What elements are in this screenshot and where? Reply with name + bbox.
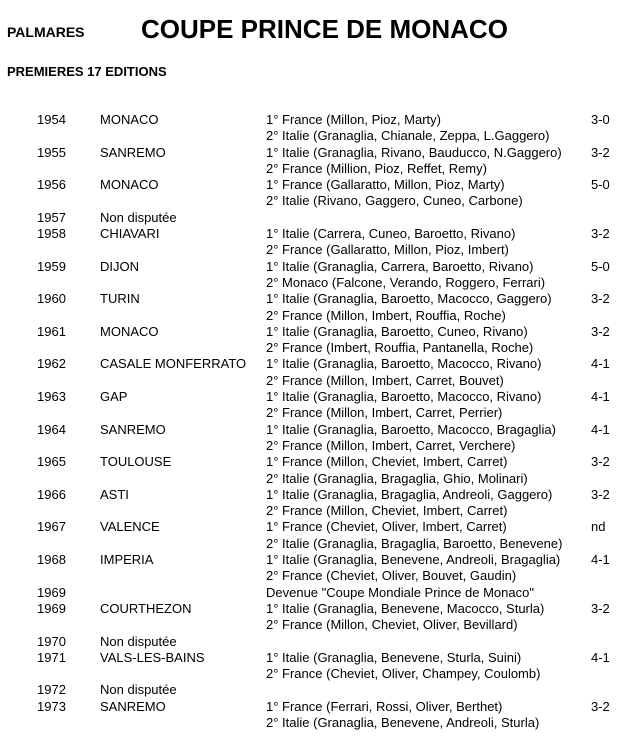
score-cell: 3-2 <box>591 291 610 307</box>
city-cell: MONACO <box>100 177 159 193</box>
score-cell: 3-0 <box>591 112 610 127</box>
result-row <box>0 503 630 519</box>
result-cell: 2° France (Millon, Cheviet, Oliver, Bevillard) <box>266 617 518 633</box>
result-row <box>0 552 630 568</box>
result-cell: 1° Italie (Granaglia, Bragaglia, Andreoli, Gaggero) <box>266 486 553 502</box>
score-cell: 4-1 <box>591 649 610 665</box>
city-cell: Non disputée <box>100 633 177 649</box>
result-row <box>0 634 630 650</box>
result-cell: 1° Italie (Granaglia, Baroetto, Macocco, Rivano) <box>266 356 542 372</box>
city-cell: MONACO <box>100 112 159 127</box>
year-cell: 1965 <box>37 454 66 470</box>
year-cell: 1968 <box>37 552 66 568</box>
score-cell: 5-0 <box>591 258 610 274</box>
result-cell: 2° France (Millon, Imbert, Carret, Bouvet) <box>266 372 504 388</box>
result-row <box>0 389 630 405</box>
year-cell: 1959 <box>37 258 66 274</box>
year-cell: 1961 <box>37 323 66 339</box>
result-row <box>0 112 630 128</box>
score-cell: 3-2 <box>591 698 610 714</box>
city-cell: CASALE MONFERRATO <box>100 356 247 372</box>
palmares-label: PALMARES <box>7 24 85 40</box>
score-cell: 3-2 <box>591 454 610 470</box>
result-cell: 2° Italie (Rivano, Gaggero, Cuneo, Carbone) <box>266 193 523 209</box>
result-cell: 1° Italie (Granaglia, Benevene, Sturla, Suini) <box>266 649 522 665</box>
year-cell: 1956 <box>37 177 66 193</box>
result-row <box>0 177 630 193</box>
result-row <box>0 308 630 324</box>
year-cell: 1962 <box>37 356 66 372</box>
result-row <box>0 340 630 356</box>
result-cell: 2° Italie (Granaglia, Chianale, Zeppa, L.Gaggero) <box>266 128 550 144</box>
score-cell: 3-2 <box>591 323 610 339</box>
result-row <box>0 145 630 161</box>
result-cell: 1° Italie (Granaglia, Baroetto, Macocco, Rivano) <box>266 389 542 405</box>
result-cell: 1° Italie (Granaglia, Benevene, Andreoli, Bragaglia) <box>266 552 561 568</box>
result-cell: 1° Italie (Granaglia, Baroetto, Cuneo, Rivano) <box>266 323 528 339</box>
year-cell: 1972 <box>37 682 66 698</box>
score-cell: nd <box>591 519 606 535</box>
result-cell: 2° France (Million, Pioz, Reffet, Remy) <box>266 160 487 176</box>
result-row <box>0 161 630 177</box>
result-row <box>0 324 630 340</box>
result-cell: 2° France (Cheviet, Oliver, Bouvet, Gaudin) <box>266 568 517 584</box>
city-cell: TOULOUSE <box>100 454 172 470</box>
result-cell: 2° Monaco (Falcone, Verando, Roggero, Ferrari) <box>266 274 546 290</box>
city-cell: ASTI <box>100 486 129 502</box>
year-cell: 1958 <box>37 226 66 242</box>
result-row <box>0 519 630 535</box>
city-cell: CHIAVARI <box>100 226 160 242</box>
result-cell: 1° France (Ferrari, Rossi, Oliver, Berthet) <box>266 698 503 714</box>
result-cell: 1° France (Millon, Cheviet, Imbert, Carret) <box>266 454 508 470</box>
result-cell: 1° Italie (Carrera, Cuneo, Baroetto, Rivano) <box>266 226 516 242</box>
city-cell: TURIN <box>100 291 140 307</box>
score-cell: 4-1 <box>591 552 610 568</box>
results-list <box>0 112 630 731</box>
result-cell: 2° France (Millon, Imbert, Rouffia, Roche) <box>266 307 506 323</box>
result-cell: 1° Italie (Granaglia, Baroetto, Macocco, Gaggero) <box>266 291 552 307</box>
year-cell: 1973 <box>37 698 66 714</box>
city-cell: VALS-LES-BAINS <box>100 649 205 665</box>
score-cell: 3-2 <box>591 486 610 502</box>
result-row <box>0 226 630 242</box>
result-row <box>0 568 630 584</box>
result-row <box>0 617 630 633</box>
score-cell: 3-2 <box>591 600 610 616</box>
result-row <box>0 666 630 682</box>
result-row <box>0 422 630 438</box>
result-row <box>0 259 630 275</box>
result-cell: 2° Italie (Granaglia, Bragaglia, Ghio, Molinari) <box>266 470 528 486</box>
score-cell: 4-1 <box>591 421 610 437</box>
result-row <box>0 373 630 389</box>
result-cell: 1° France (Millon, Pioz, Marty) <box>266 112 441 127</box>
result-cell: 1° France (Cheviet, Oliver, Imbert, Carret) <box>266 519 507 535</box>
year-cell: 1955 <box>37 144 66 160</box>
year-cell: 1971 <box>37 649 66 665</box>
score-cell: 4-1 <box>591 356 610 372</box>
result-cell: 2° France (Millon, Imbert, Carret, Verchere) <box>266 437 516 453</box>
city-cell: MONACO <box>100 323 159 339</box>
score-cell: 3-2 <box>591 226 610 242</box>
result-row <box>0 275 630 291</box>
result-cell: 2° France (Millon, Cheviet, Imbert, Carret) <box>266 503 508 519</box>
city-cell: GAP <box>100 389 128 405</box>
result-cell: 2° Italie (Granaglia, Bragaglia, Baroetto, Benevene) <box>266 535 563 551</box>
result-row <box>0 585 630 601</box>
year-cell: 1969 <box>37 584 66 600</box>
year-cell: 1964 <box>37 421 66 437</box>
result-row <box>0 193 630 209</box>
city-cell: SANREMO <box>100 421 166 437</box>
subtitle: PREMIERES 17 EDITIONS <box>7 64 167 79</box>
year-cell: 1966 <box>37 486 66 502</box>
result-cell: 1° France (Gallaratto, Millon, Pioz, Marty) <box>266 177 505 193</box>
result-cell: Devenue "Coupe Mondiale Prince de Monaco" <box>266 584 534 600</box>
city-cell: Non disputée <box>100 682 177 698</box>
city-cell: COURTHEZON <box>100 600 192 616</box>
result-row <box>0 536 630 552</box>
result-row <box>0 291 630 307</box>
year-cell: 1960 <box>37 291 66 307</box>
result-cell: 2° France (Cheviet, Oliver, Champey, Coulomb) <box>266 666 541 682</box>
result-cell: 2° France (Imbert, Rouffia, Pantanella, Roche) <box>266 340 534 356</box>
result-row <box>0 715 630 731</box>
year-cell: 1969 <box>37 600 66 616</box>
city-cell: Non disputée <box>100 209 177 225</box>
city-cell: SANREMO <box>100 144 166 160</box>
score-cell: 4-1 <box>591 389 610 405</box>
city-cell: VALENCE <box>100 519 160 535</box>
result-row <box>0 356 630 372</box>
year-cell: 1970 <box>37 633 66 649</box>
page-title: COUPE PRINCE DE MONACO <box>141 14 508 44</box>
result-cell: 1° Italie (Granaglia, Rivano, Bauducco, N.Gaggero) <box>266 144 562 160</box>
year-cell: 1963 <box>37 389 66 405</box>
year-cell: 1967 <box>37 519 66 535</box>
result-row <box>0 699 630 715</box>
result-row <box>0 601 630 617</box>
result-row <box>0 682 630 698</box>
result-row <box>0 128 630 144</box>
score-cell: 5-0 <box>591 177 610 193</box>
result-row <box>0 454 630 470</box>
result-cell: 2° France (Gallaratto, Millon, Pioz, Imbert) <box>266 242 509 258</box>
result-cell: 2° Italie (Granaglia, Benevene, Andreoli, Sturla) <box>266 714 540 730</box>
result-row <box>0 487 630 503</box>
result-row <box>0 242 630 258</box>
result-row <box>0 471 630 487</box>
result-cell: 2° France (Millon, Imbert, Carret, Perrier) <box>266 405 503 421</box>
score-cell: 3-2 <box>591 144 610 160</box>
city-cell: DIJON <box>100 258 139 274</box>
result-cell: 1° Italie (Granaglia, Benevene, Macocco, Sturla) <box>266 600 545 616</box>
year-cell: 1957 <box>37 209 66 225</box>
result-cell: 1° Italie (Granaglia, Baroetto, Macocco, Bragaglia) <box>266 421 556 437</box>
result-row <box>0 438 630 454</box>
year-cell: 1954 <box>37 112 66 127</box>
city-cell: SANREMO <box>100 698 166 714</box>
result-row <box>0 650 630 666</box>
city-cell: IMPERIA <box>100 552 154 568</box>
result-row <box>0 405 630 421</box>
result-row <box>0 210 630 226</box>
result-cell: 1° Italie (Granaglia, Carrera, Baroetto, Rivano) <box>266 258 534 274</box>
